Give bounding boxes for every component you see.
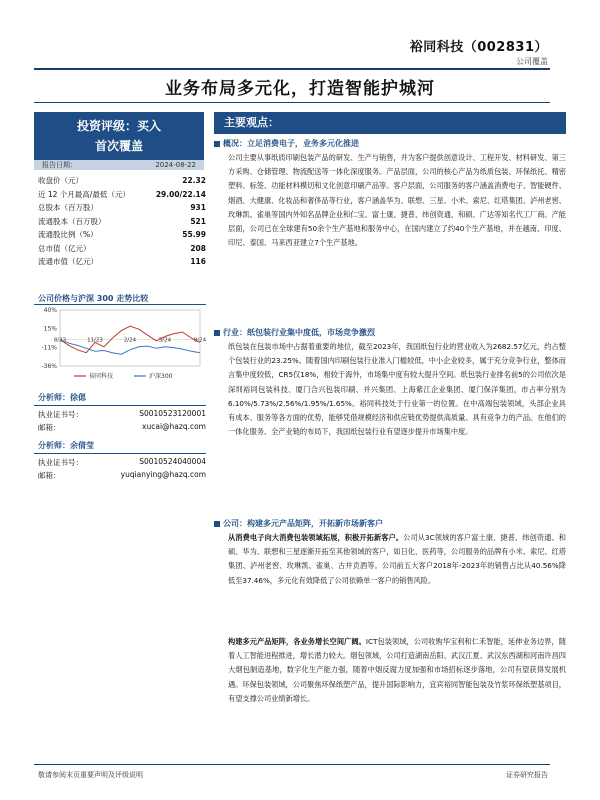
analyst-name: 分析师：余倩莹: [38, 441, 94, 450]
x-tick-label: 2/24: [123, 337, 137, 344]
section-paragraph: 纸包装在包装市场中占据着重要的地位，截至2023年，我国纸包行业的营业收入为2682.57亿元，约占整个包装行业的23.25%。随着国内印刷包装行业准入门槛较低，中小企业较多，属于充分竞争行业，整体而言集中度较低，CR5仅18%，相较于海外，市场集中度有较大提升空间。纸包装行业排名前5的公司依次是深圳裕同包装科技、厦门合兴包装印刷、并兴集团、上海紫江企业集团、厦门保洋集团，市占率分别为6.10%/5.73%/2.56%/1.95%/1.65%。裕同科技处于行业第一的位置。在中高端包装领域，头部企业具有成本、服务等各方面的优势，能够凭借规模经济和供应链优势提供高质量、具有竞争力的产品。在他们的一体化服务、全产业链的布局下，我国纸包装行业有望逐步提升市场集中度。: [228, 342, 566, 437]
report-date-row: [34, 160, 204, 170]
analyst-divider: [34, 453, 206, 454]
y-tick-label: 40%: [43, 307, 57, 314]
bullet-icon: [214, 521, 220, 527]
x-tick-label: 5/24: [158, 337, 172, 344]
analyst-block-1: [38, 392, 206, 433]
section-paragraph: [228, 531, 566, 633]
analyst-email-row: [38, 470, 206, 481]
section-paragraph: 公司主要从事纸质印刷包装产品的研发、生产与销售，并为客户提供创意设计、工程开发、材料研发、第三方采购、仓储管理、物流配送等一体化深度服务。产品层面，公司的核心产品为纸质包装、环保纸托、精密塑料、标签、功能材料模切和文化创意印刷产品等。客户层面，公司服务的客户涵盖消费电子、智能硬件、烟酒、大健康、化妆品和奢侈品等行业，客户涵盖华为、联想、三星、小米、索尼、红塔集团、泸州老窖、玫琳凯、雀巢等国内外知名品牌企业和仁宝、富士康、捷普、纬创资通、和硕、广达等知名代工厂商。产能层面，公司已在全球建有50余个生产基地和服务中心，在国内建立了约40个生产基地，并在越南、印度、印尼、泰国、马来西亚建立7个生产基地。: [228, 153, 566, 248]
stat-row: [38, 228, 206, 242]
y-tick-label: -36%: [41, 363, 57, 370]
stat-value: 208: [190, 243, 206, 253]
stat-label: 总股本（百万股）: [38, 203, 98, 212]
email-label: 邮箱：: [38, 423, 61, 432]
company-title: 裕同科技（002831）: [409, 40, 548, 55]
section-paragraph: [228, 635, 566, 755]
email-link[interactable]: xucai@hazq.com: [142, 422, 206, 431]
report-title: 业务布局多元化，打造智能护城河: [165, 79, 435, 99]
section-heading: [214, 518, 383, 529]
stat-row: [38, 201, 206, 215]
stat-label: 流通股比例（%）: [38, 230, 98, 239]
section-heading-text: 公司：构建多元产品矩阵，开拓新市场新客户: [223, 519, 383, 528]
stat-value: 521: [190, 216, 206, 226]
stat-value: 22.32: [182, 176, 206, 185]
analyst-divider: [34, 405, 206, 406]
x-tick-label: 11/23: [87, 337, 103, 344]
y-tick-label: -11%: [41, 344, 57, 352]
stat-row: [38, 174, 206, 188]
stat-row: [38, 215, 206, 229]
analyst-name: 分析师：徐偲: [38, 393, 86, 402]
analyst-email-row: [38, 422, 206, 433]
stat-label: 近 12 个月最高/最低（元）: [38, 189, 130, 199]
x-tick-label: 8/23: [53, 337, 67, 344]
analyst-cert-row: [38, 409, 206, 420]
section-heading-text: 行业：纸包装行业集中度低，市场竞争激烈: [223, 328, 375, 337]
paragraph-lead: 构建多元产品矩阵，各业务增长空间广阔。: [228, 637, 366, 646]
header-divider: [34, 68, 550, 70]
stat-value: 116: [190, 257, 206, 266]
title-divider: [34, 102, 550, 103]
cert-number: S0010523120001: [139, 409, 206, 418]
stat-value: 29.00/22.14: [155, 189, 206, 199]
y-tick-label: 15%: [43, 325, 57, 333]
email-link[interactable]: yuqianying@hazq.com: [120, 470, 206, 479]
rating-box: [34, 112, 204, 160]
chart-title: 公司价格与沪深 300 走势比较: [38, 294, 149, 303]
bullet-icon: [214, 330, 220, 336]
cert-label: 执业证书号：: [38, 410, 83, 419]
section-heading: [214, 138, 359, 149]
coverage-line: 首次覆盖: [94, 139, 143, 153]
legend-label: 裕同科技: [89, 373, 114, 380]
stat-row: [38, 188, 206, 202]
analyst-cert-row: [38, 457, 206, 468]
footer-label: 证券研究报告: [506, 771, 548, 779]
stat-label: 总市值（亿元）: [38, 243, 91, 253]
x-tick-label: 8/24: [193, 337, 206, 344]
stats-table: [38, 174, 206, 269]
key-points-header: 主要观点：: [214, 112, 566, 134]
section-heading-text: 概况：立足消费电子，业务多元化推进: [223, 139, 359, 148]
legend-label: 沪深300: [149, 373, 173, 380]
stat-value: 931: [190, 203, 206, 212]
email-label: 邮箱：: [38, 471, 61, 480]
stat-label: 收盘价（元）: [38, 176, 83, 185]
footer-divider: [34, 764, 550, 765]
stat-value: 55.99: [182, 230, 206, 239]
footer-disclaimer: 敬请参阅末页重要声明及评级说明: [38, 771, 143, 779]
price-chart: [34, 304, 206, 384]
report-type: 公司覆盖: [516, 57, 548, 66]
stat-label: 流通股本（百万股）: [38, 216, 106, 226]
paragraph-lead: 从消费电子向大消费包装领域拓展，积极开拓新客户。: [228, 533, 404, 542]
stat-row: [38, 255, 206, 269]
paragraph-body: ICT包装领域，公司收购华宝利和仁禾智能，延伸业务边界，随着人工智能进程推进，增长潜力较大。烟包领域，公司打造湖南岳阳、武汉江夏、武汉东西湖和河南许昌四大烟包制造基地，数字化生产能力强，随着中烟反腐力度加强和市场招标逐步落地，公司有望获得发展机遇。环保包装领域，公司聚焦环保纸塑产品，提升国际影响力，宜宾裕同智能包装及竹浆环保纸塑基项目，有望支撑公司业绩新增长。: [228, 637, 566, 703]
date-value: 2024-08-22: [155, 161, 196, 169]
date-label: 报告日期：: [42, 161, 77, 169]
cert-number: S0010524040004: [139, 457, 206, 466]
paragraph-body: 公司从3C领域的客户富士康、捷普、纬创资通、和硕、华为、联想和三星逐渐开拓至其他领域的客户，如日化、医药等，公司服务的品牌有小米、索尼、红塔集团、泸州老窖、玫琳凯、雀巢、古井贡酒等。公司前五大客户2018年-2023年的销售占比从40.56%降低至37.46%，多元化有效降低了公司依赖单一客户的销售风险。: [228, 533, 566, 585]
stat-label: 流通市值（亿元）: [38, 257, 98, 266]
rating-line: 投资评级：买入: [76, 119, 161, 133]
section-heading: [214, 327, 375, 338]
bullet-icon: [214, 141, 220, 147]
stat-row: [38, 242, 206, 256]
analyst-block-2: [38, 440, 206, 481]
cert-label: 执业证书号：: [38, 458, 83, 467]
